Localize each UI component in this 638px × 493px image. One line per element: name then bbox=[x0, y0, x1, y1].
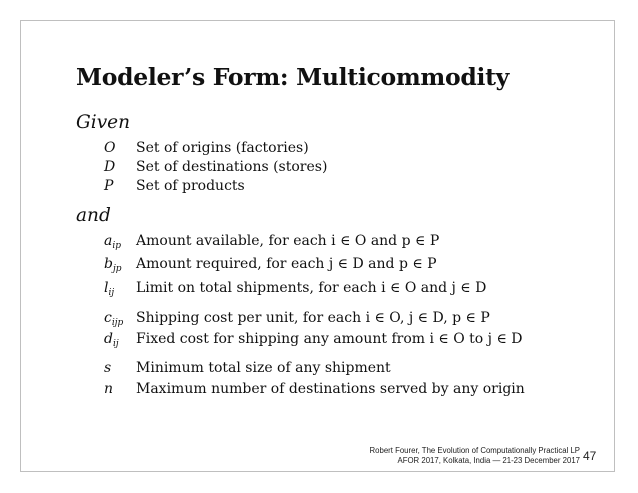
symbol: n bbox=[104, 381, 114, 397]
and-heading: and bbox=[76, 205, 111, 226]
description: Amount available, for each i ∈ O and p ∈ P bbox=[136, 233, 440, 249]
symbol: s bbox=[104, 360, 112, 376]
footer-citation bbox=[370, 446, 580, 466]
description: Set of destinations (stores) bbox=[136, 159, 328, 175]
description: Fixed cost for shipping any amount from i ∈ O to j ∈ D bbox=[136, 331, 523, 347]
symbol: O bbox=[104, 140, 116, 156]
footer-line-1: Robert Fourer, The Evolution of Computationally Practical LP bbox=[369, 446, 580, 455]
symbol: P bbox=[104, 178, 114, 194]
description: Limit on total shipments, for each i ∈ O and j ∈ D bbox=[136, 280, 487, 296]
description: Set of origins (factories) bbox=[136, 140, 309, 156]
description: Maximum number of destinations served by any origin bbox=[136, 381, 525, 397]
symbol: D bbox=[104, 159, 116, 175]
description: Minimum total size of any shipment bbox=[136, 360, 391, 376]
description: Set of products bbox=[136, 178, 245, 194]
symbol: $d_{ij}$ bbox=[104, 331, 119, 349]
symbol: $b_{jp}$ bbox=[104, 256, 122, 274]
symbol: $c_{ijp}$ bbox=[104, 310, 124, 328]
symbol: $l_{ij}$ bbox=[104, 280, 115, 298]
description: Shipping cost per unit, for each i ∈ O, j ∈ D, p ∈ P bbox=[136, 310, 490, 326]
footer-line-2: AFOR 2017, Kolkata, India — 21-23 December 2017 bbox=[397, 456, 580, 465]
symbol: $a_{ip}$ bbox=[104, 233, 121, 251]
page-number: 47 bbox=[583, 449, 597, 463]
slide-title: Modeler’s Form: Multicommodity bbox=[76, 63, 510, 91]
given-heading: Given bbox=[76, 112, 131, 133]
description: Amount required, for each j ∈ D and p ∈ P bbox=[136, 256, 437, 272]
